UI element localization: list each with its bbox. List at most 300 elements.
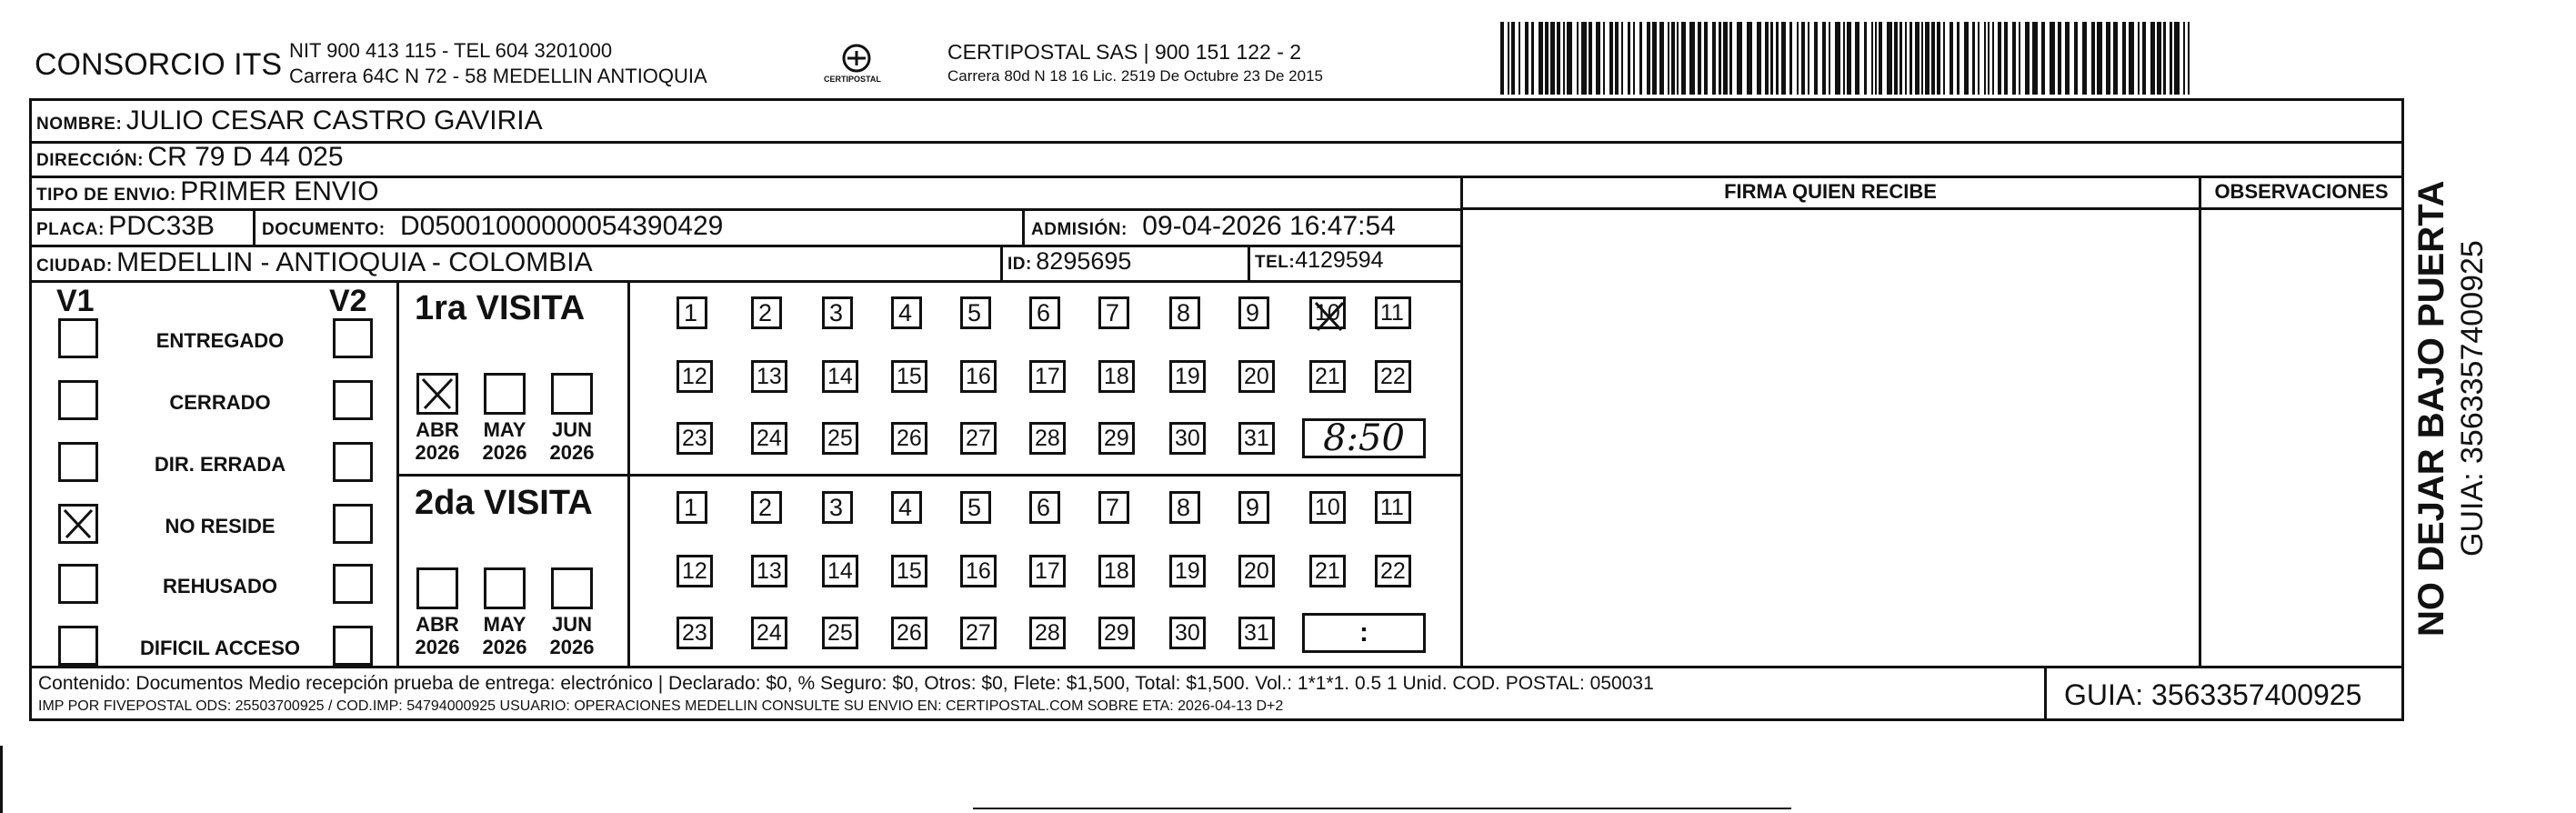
barcode-bar bbox=[2142, 22, 2146, 95]
signature-area[interactable] bbox=[1466, 213, 2186, 662]
visit1-day-box[interactable] bbox=[751, 422, 787, 455]
barcode-bar bbox=[1603, 22, 1605, 95]
no-dejar-bajo-puerta: NO DEJAR BAJO PUERTA bbox=[2411, 180, 2451, 637]
barcode-bar bbox=[1943, 22, 1945, 95]
visit1-day-number: 14 bbox=[827, 364, 853, 389]
visit2-day-number: 6 bbox=[1037, 494, 1051, 521]
barcode-bar bbox=[2050, 22, 2055, 95]
visit1-day-box[interactable] bbox=[822, 422, 858, 455]
visit1-day-box[interactable] bbox=[1309, 296, 1346, 329]
footer-imp: IMP POR FIVEPOSTAL ODS: 25503700925 / COD.IMP: 54794000925 USUARIO: OPERACIONES MEDELLIN CONSULTE SU ENVIO EN: CERTIPOSTAL.COM SOBRE ETA: 2026-04-13 D+2 bbox=[38, 698, 1284, 714]
visit1-day-box[interactable] bbox=[1238, 360, 1275, 393]
visit1-day-number: 29 bbox=[1104, 426, 1129, 451]
visit1-day-box[interactable] bbox=[1309, 360, 1346, 393]
visit2-day-box[interactable] bbox=[1098, 555, 1135, 587]
visit2-day-box[interactable] bbox=[751, 617, 787, 649]
barcode-bar bbox=[2163, 22, 2166, 95]
visit2-day-number: 16 bbox=[966, 558, 991, 584]
visit2-day-number: 22 bbox=[1380, 558, 1406, 584]
visit2-day-number: 3 bbox=[829, 494, 844, 521]
barcode-bar bbox=[1972, 22, 1975, 95]
barcode-bar bbox=[1894, 22, 1898, 95]
visit2-day-box[interactable] bbox=[1309, 555, 1346, 587]
barcode-bar bbox=[2025, 22, 2030, 95]
barcode-bar bbox=[2058, 22, 2061, 95]
visit1-day-number: 22 bbox=[1380, 364, 1406, 389]
barcode-bar bbox=[2074, 22, 2078, 95]
barcode-bar bbox=[1681, 22, 1686, 95]
visit2-time-value: : bbox=[1359, 617, 1368, 647]
barcode-bar bbox=[1639, 22, 1642, 95]
visit1-day-box[interactable] bbox=[960, 296, 991, 329]
barcode-bar bbox=[1677, 22, 1679, 95]
direccion-row bbox=[36, 142, 344, 173]
carrier-line2: Carrera 80d N 18 16 Lic. 2519 De Octubre 23 De 2015 bbox=[947, 67, 1323, 85]
barcode-bar bbox=[2032, 22, 2038, 95]
barcode-bar bbox=[2012, 22, 2016, 95]
visit2-day-box[interactable] bbox=[822, 491, 853, 524]
v2-checkbox[interactable] bbox=[333, 626, 373, 666]
guia-box: GUIA: 3563357400925 bbox=[2064, 678, 2362, 711]
visit2-day-box[interactable] bbox=[1238, 617, 1275, 649]
barcode-bar bbox=[2129, 22, 2134, 95]
barcode-bar bbox=[2170, 22, 2172, 95]
barcode-bar bbox=[1871, 22, 1873, 95]
option-label: NO RESIDE bbox=[165, 515, 276, 537]
admision-row bbox=[1031, 211, 1396, 242]
barcode-bar bbox=[1539, 22, 1543, 95]
visit2-day-number: 9 bbox=[1246, 494, 1260, 521]
barcode-bar bbox=[2157, 22, 2161, 95]
option-label: DIR. ERRADA bbox=[154, 453, 286, 476]
certipostal-logo bbox=[824, 40, 884, 96]
barcode-bar bbox=[2183, 22, 2185, 95]
visit2-day-number: 5 bbox=[967, 494, 982, 521]
visit2-day-number: 12 bbox=[682, 558, 707, 584]
visit1-day-box[interactable] bbox=[1375, 360, 1411, 393]
visit2-day-number: 14 bbox=[827, 558, 853, 584]
barcode-bar bbox=[1712, 22, 1716, 95]
placa-value: PDC33B bbox=[108, 211, 215, 241]
visit2-month-checkbox[interactable] bbox=[484, 567, 526, 609]
visit1-day-box[interactable] bbox=[677, 296, 707, 329]
visit2-day-box[interactable] bbox=[1029, 555, 1066, 587]
visit2-day-number: 26 bbox=[897, 620, 922, 646]
barcode-bar bbox=[1957, 22, 1960, 95]
placa-label: PLACA: bbox=[36, 220, 105, 239]
nombre-label: NOMBRE: bbox=[36, 115, 123, 134]
visit2-day-number: 31 bbox=[1244, 620, 1269, 646]
handwritten-x-mark bbox=[1312, 299, 1347, 334]
visit2-day-box[interactable] bbox=[1375, 491, 1411, 524]
visit1-day-box[interactable] bbox=[751, 360, 787, 393]
visit1-time-value: 8:50 bbox=[1323, 417, 1405, 459]
barcode-bar bbox=[1704, 22, 1708, 95]
ciudad-label: CIUDAD: bbox=[36, 256, 113, 276]
barcode-bar bbox=[1925, 22, 1929, 95]
visit1-day-number: 17 bbox=[1035, 364, 1060, 389]
visit2-day-box[interactable] bbox=[960, 617, 997, 649]
tel-row bbox=[1255, 247, 1384, 274]
company-name: CONSORCIO ITS bbox=[35, 47, 283, 82]
admision-label: ADMISIÓN: bbox=[1031, 220, 1128, 239]
barcode-bar bbox=[1628, 22, 1630, 95]
visit2-day-box[interactable] bbox=[960, 555, 997, 587]
visit1-day-box[interactable] bbox=[1169, 422, 1206, 455]
visit2-day-box[interactable] bbox=[891, 555, 927, 587]
v1-checkbox[interactable] bbox=[58, 380, 98, 420]
footer-contenido: Contenido: Documentos Medio recepción prueba de entrega: electrónico | Declarado: $0, % Seguro: $0, Otros: $0, Flete: $1,500, Total: $1,500. Vol.: 1*1*1. 0.5 1 Unid. COD. POSTAL: 050031 bbox=[38, 673, 1654, 694]
visit1-day-number: 3 bbox=[829, 299, 844, 326]
barcode-bar bbox=[1609, 22, 1613, 95]
visit2-day-number: 23 bbox=[682, 620, 707, 646]
visit1-day-number: 11 bbox=[1380, 300, 1404, 326]
barcode-bar bbox=[1757, 22, 1761, 95]
barcode-bar bbox=[2019, 22, 2020, 95]
v1-checkbox[interactable] bbox=[58, 626, 98, 666]
tipo-row bbox=[36, 176, 379, 207]
v1-checkbox[interactable] bbox=[58, 318, 98, 358]
v2-checkbox[interactable] bbox=[333, 380, 373, 420]
barcode-bar bbox=[1652, 22, 1657, 95]
tel-value: 4129594 bbox=[1295, 247, 1384, 273]
admision-value: 09-04-2026 16:47:54 bbox=[1142, 211, 1396, 241]
visit1-day-box[interactable] bbox=[1169, 296, 1200, 329]
visit1-day-number: 8 bbox=[1177, 299, 1191, 326]
visit2-month-label: ABR 2026 bbox=[415, 613, 460, 658]
barcode-bar bbox=[2041, 22, 2045, 95]
visit1-day-number: 23 bbox=[682, 426, 707, 451]
barcode-bar bbox=[1822, 22, 1826, 95]
barcode-bar bbox=[1531, 22, 1534, 95]
visit2-day-box[interactable] bbox=[822, 555, 858, 587]
barcode-bar bbox=[1905, 22, 1907, 95]
visit1-title: 1ra VISITA bbox=[415, 289, 586, 327]
visit2-day-number: 25 bbox=[827, 620, 853, 646]
option-label: DIFICIL ACCESO bbox=[139, 637, 300, 659]
barcode-bar bbox=[2097, 22, 2102, 95]
barcode-bar bbox=[1567, 22, 1572, 95]
barcode-bar bbox=[2122, 22, 2126, 95]
documento-label: DOCUMENTO: bbox=[262, 220, 386, 239]
visit2-day-number: 18 bbox=[1104, 558, 1129, 584]
barcode-bar bbox=[1500, 22, 1504, 95]
visit2-day-number: 2 bbox=[758, 494, 773, 521]
barcode-bar bbox=[1508, 22, 1509, 95]
placa-row bbox=[36, 211, 215, 242]
barcode-bar bbox=[1887, 22, 1892, 95]
barcode-bar bbox=[1557, 22, 1560, 95]
barcode-bar bbox=[1770, 22, 1773, 95]
visit2-month-checkbox[interactable] bbox=[416, 567, 458, 609]
side-guia: GUIA: 3563357400925 bbox=[2455, 240, 2490, 557]
visit1-day-box[interactable] bbox=[751, 296, 782, 329]
barcode-bar bbox=[1737, 22, 1742, 95]
barcode-bar bbox=[1915, 22, 1919, 95]
v2-label: V2 bbox=[329, 284, 367, 318]
barcode-bar bbox=[1814, 22, 1818, 95]
barcode-bar bbox=[1525, 22, 1529, 95]
barcode-bar bbox=[2113, 22, 2118, 95]
visit1-day-number: 10 bbox=[1315, 300, 1340, 326]
visit1-day-box[interactable] bbox=[1169, 360, 1206, 393]
documento-value: D05001000000054390429 bbox=[400, 211, 724, 241]
barcode-bar bbox=[1931, 22, 1935, 95]
visit1-day-number: 12 bbox=[682, 364, 707, 389]
visit1-day-number: 26 bbox=[897, 426, 922, 451]
company-nit: NIT 900 413 115 - TEL 604 3201000 bbox=[289, 39, 613, 62]
barcode-bar bbox=[1899, 22, 1902, 95]
visit1-day-number: 1 bbox=[684, 299, 698, 326]
visit2-day-box[interactable] bbox=[677, 617, 713, 649]
visit1-day-box[interactable] bbox=[891, 296, 922, 329]
visit1-day-number: 5 bbox=[967, 299, 982, 326]
v2-checkbox[interactable] bbox=[333, 504, 373, 544]
barcode-bar bbox=[1689, 22, 1695, 95]
barcode-bar bbox=[1723, 22, 1728, 95]
visit2-day-box[interactable] bbox=[751, 491, 782, 524]
barcode-bar bbox=[1647, 22, 1650, 95]
visit2-day-number: 4 bbox=[898, 494, 913, 521]
visit2-day-box[interactable] bbox=[1029, 491, 1060, 524]
direccion-value: CR 79 D 44 025 bbox=[147, 142, 344, 172]
visit1-day-number: 7 bbox=[1106, 299, 1120, 326]
option-label: REHUSADO bbox=[163, 575, 277, 597]
barcode-bar bbox=[2091, 22, 2095, 95]
visit1-day-box[interactable] bbox=[822, 360, 858, 393]
visit2-day-box[interactable] bbox=[1238, 555, 1275, 587]
visit2-day-box[interactable] bbox=[677, 555, 713, 587]
visit2-day-number: 7 bbox=[1106, 494, 1120, 521]
visit1-day-number: 19 bbox=[1175, 364, 1200, 389]
ciudad-value: MEDELLIN - ANTIOQUIA - COLOMBIA bbox=[116, 247, 593, 277]
visit1-day-number: 31 bbox=[1244, 426, 1269, 451]
visit2-day-box[interactable] bbox=[1169, 617, 1206, 649]
barcode bbox=[1498, 22, 2199, 98]
visit2-day-box[interactable] bbox=[1169, 491, 1200, 524]
option-label: CERRADO bbox=[169, 391, 271, 414]
barcode-bar bbox=[1879, 22, 1882, 95]
barcode-bar bbox=[2065, 22, 2070, 95]
visit2-day-number: 30 bbox=[1175, 620, 1200, 646]
barcode-bar bbox=[1596, 22, 1600, 95]
visit1-day-number: 27 bbox=[966, 426, 991, 451]
visit1-day-box[interactable] bbox=[1098, 422, 1135, 455]
tipo-label: TIPO DE ENVIO: bbox=[36, 186, 176, 205]
barcode-bar bbox=[1855, 22, 1859, 95]
barcode-bar bbox=[1615, 22, 1619, 95]
v2-checkbox[interactable] bbox=[333, 564, 373, 604]
visit1-day-box[interactable] bbox=[891, 360, 927, 393]
visit2-day-number: 11 bbox=[1380, 495, 1404, 520]
visit2-day-box[interactable] bbox=[1029, 617, 1066, 649]
visit1-day-box[interactable] bbox=[1238, 296, 1269, 329]
barcode-bar bbox=[1633, 22, 1635, 95]
visit1-day-box[interactable] bbox=[677, 422, 713, 455]
barcode-bar bbox=[1843, 22, 1845, 95]
visit2-day-box[interactable] bbox=[1309, 491, 1346, 524]
visit2-day-box[interactable] bbox=[677, 491, 707, 524]
visit1-month-checkbox[interactable] bbox=[416, 373, 458, 415]
barcode-bar bbox=[1511, 22, 1515, 95]
visit1-day-number: 13 bbox=[757, 364, 782, 389]
visit1-month-checkbox[interactable] bbox=[551, 373, 593, 415]
v1-checkbox[interactable] bbox=[58, 504, 98, 544]
nombre-value: JULIO CESAR CASTRO GAVIRIA bbox=[125, 105, 543, 136]
barcode-bar bbox=[2188, 22, 2190, 95]
visit1-day-box[interactable] bbox=[891, 422, 927, 455]
handwritten-x-mark bbox=[61, 507, 95, 541]
barcode-bar bbox=[1668, 22, 1669, 95]
id-row bbox=[1007, 247, 1131, 276]
visit1-day-number: 4 bbox=[898, 299, 913, 326]
barcode-bar bbox=[2150, 22, 2155, 95]
id-value: 8295695 bbox=[1036, 247, 1132, 275]
barcode-bar bbox=[1998, 22, 2001, 95]
visit1-day-number: 25 bbox=[827, 426, 853, 451]
barcode-bar bbox=[1581, 22, 1587, 95]
barcode-bar bbox=[1829, 22, 1830, 95]
barcode-bar bbox=[1950, 22, 1953, 95]
v2-checkbox[interactable] bbox=[333, 318, 373, 358]
barcode-bar bbox=[1988, 22, 1990, 95]
barcode-bar bbox=[2106, 22, 2110, 95]
visit2-day-box[interactable] bbox=[891, 491, 922, 524]
visit1-day-box[interactable] bbox=[1029, 360, 1066, 393]
direccion-label: DIRECCIÓN: bbox=[36, 151, 144, 170]
barcode-bar bbox=[1909, 22, 1912, 95]
carrier-line1: CERTIPOSTAL SAS | 900 151 122 - 2 bbox=[947, 40, 1302, 64]
visit2-day-box[interactable] bbox=[1375, 555, 1411, 587]
visit2-day-number: 13 bbox=[757, 558, 782, 584]
barcode-bar bbox=[1797, 22, 1799, 95]
visit2-day-box[interactable] bbox=[1169, 555, 1206, 587]
visit1-day-number: 18 bbox=[1104, 364, 1129, 389]
visit2-day-box[interactable] bbox=[822, 617, 858, 649]
v1-label: V1 bbox=[56, 284, 95, 318]
barcode-bar bbox=[1937, 22, 1940, 95]
barcode-bar bbox=[1563, 22, 1565, 95]
visit1-day-box[interactable] bbox=[677, 360, 713, 393]
visit2-day-number: 20 bbox=[1244, 558, 1269, 584]
barcode-bar bbox=[2004, 22, 2008, 95]
barcode-bar bbox=[1589, 22, 1592, 95]
barcode-bar bbox=[1808, 22, 1809, 95]
visit1-day-box[interactable] bbox=[1029, 422, 1066, 455]
barcode-bar bbox=[1835, 22, 1840, 95]
visit2-day-number: 17 bbox=[1035, 558, 1060, 584]
barcode-bar bbox=[1519, 22, 1520, 95]
visit1-day-box[interactable] bbox=[960, 422, 997, 455]
visit2-day-box[interactable] bbox=[751, 555, 787, 587]
visit1-time-box[interactable] bbox=[1302, 418, 1426, 458]
barcode-bar bbox=[1781, 22, 1786, 95]
edge-mark bbox=[973, 808, 1791, 809]
visit2-day-box[interactable] bbox=[1098, 617, 1135, 649]
visit2-day-number: 19 bbox=[1175, 558, 1200, 584]
visit1-day-number: 15 bbox=[897, 364, 922, 389]
v1-checkbox[interactable] bbox=[58, 564, 98, 604]
visit1-day-box[interactable] bbox=[822, 296, 853, 329]
visit2-day-box[interactable] bbox=[960, 491, 991, 524]
barcode-bar bbox=[1789, 22, 1792, 95]
visit1-day-number: 30 bbox=[1175, 426, 1200, 451]
barcode-bar bbox=[1719, 22, 1721, 95]
visit1-month-label: ABR 2026 bbox=[415, 418, 460, 464]
visit2-day-number: 1 bbox=[684, 494, 698, 521]
visit1-day-box[interactable] bbox=[1098, 360, 1135, 393]
visit1-day-box[interactable] bbox=[960, 360, 997, 393]
visit2-day-box[interactable] bbox=[1238, 491, 1269, 524]
barcode-bar bbox=[1978, 22, 1980, 95]
barcode-bar bbox=[2174, 22, 2180, 95]
visit1-month-checkbox[interactable] bbox=[484, 373, 526, 415]
visit1-month-label: MAY 2026 bbox=[482, 418, 527, 464]
visit1-day-box[interactable] bbox=[1238, 422, 1275, 455]
visit2-day-number: 28 bbox=[1035, 620, 1060, 646]
barcode-bar bbox=[1698, 22, 1701, 95]
barcode-bar bbox=[1847, 22, 1851, 95]
visit2-day-number: 10 bbox=[1315, 495, 1340, 520]
barcode-bar bbox=[1992, 22, 1994, 95]
visit2-day-box[interactable] bbox=[1098, 491, 1129, 524]
barcode-bar bbox=[1875, 22, 1877, 95]
observaciones-header: OBSERVACIONES bbox=[2214, 180, 2389, 203]
company-address: Carrera 64C N 72 - 58 MEDELLIN ANTIOQUIA bbox=[289, 65, 707, 87]
barcode-bar bbox=[2138, 22, 2140, 95]
visit2-day-number: 15 bbox=[897, 558, 922, 584]
visit2-month-checkbox[interactable] bbox=[551, 567, 593, 609]
id-label: ID: bbox=[1007, 255, 1032, 274]
visit1-day-number: 9 bbox=[1246, 299, 1260, 326]
v2-checkbox[interactable] bbox=[333, 442, 373, 482]
handwritten-x-mark bbox=[419, 376, 456, 412]
barcode-bar bbox=[1765, 22, 1769, 95]
tel-label: TEL: bbox=[1255, 253, 1296, 272]
barcode-bar bbox=[1776, 22, 1779, 95]
visit1-day-box[interactable] bbox=[1098, 296, 1129, 329]
ciudad-row bbox=[36, 247, 593, 278]
barcode-bar bbox=[1747, 22, 1752, 95]
visit1-day-box[interactable] bbox=[1375, 296, 1411, 329]
visit1-day-box[interactable] bbox=[1029, 296, 1060, 329]
barcode-bar bbox=[1550, 22, 1555, 95]
option-label: ENTREGADO bbox=[155, 329, 285, 352]
visit2-day-number: 29 bbox=[1104, 620, 1129, 646]
barcode-bar bbox=[1659, 22, 1664, 95]
v1-checkbox[interactable] bbox=[58, 442, 98, 482]
visit2-day-number: 8 bbox=[1177, 494, 1191, 521]
barcode-bar bbox=[1577, 22, 1579, 95]
visit1-day-number: 6 bbox=[1037, 299, 1051, 326]
visit1-day-number: 28 bbox=[1035, 426, 1060, 451]
visit2-day-number: 21 bbox=[1315, 558, 1340, 584]
visit2-day-number: 27 bbox=[966, 620, 991, 646]
edge-mark bbox=[0, 746, 3, 813]
barcode-bar bbox=[1864, 22, 1867, 95]
visit1-day-number: 24 bbox=[757, 426, 782, 451]
logo-text: CERTIPOSTAL bbox=[824, 75, 881, 84]
barcode-bar bbox=[1545, 22, 1549, 95]
barcode-bar bbox=[1984, 22, 1986, 95]
firma-header: FIRMA QUIEN RECIBE bbox=[1724, 180, 1937, 203]
barcode-bar bbox=[2082, 22, 2087, 95]
documento-row bbox=[262, 211, 723, 242]
visit2-time-box[interactable] bbox=[1302, 613, 1426, 653]
visit2-day-box[interactable] bbox=[891, 617, 927, 649]
visit2-day-number: 24 bbox=[757, 620, 782, 646]
observaciones-area[interactable] bbox=[2204, 213, 2399, 662]
